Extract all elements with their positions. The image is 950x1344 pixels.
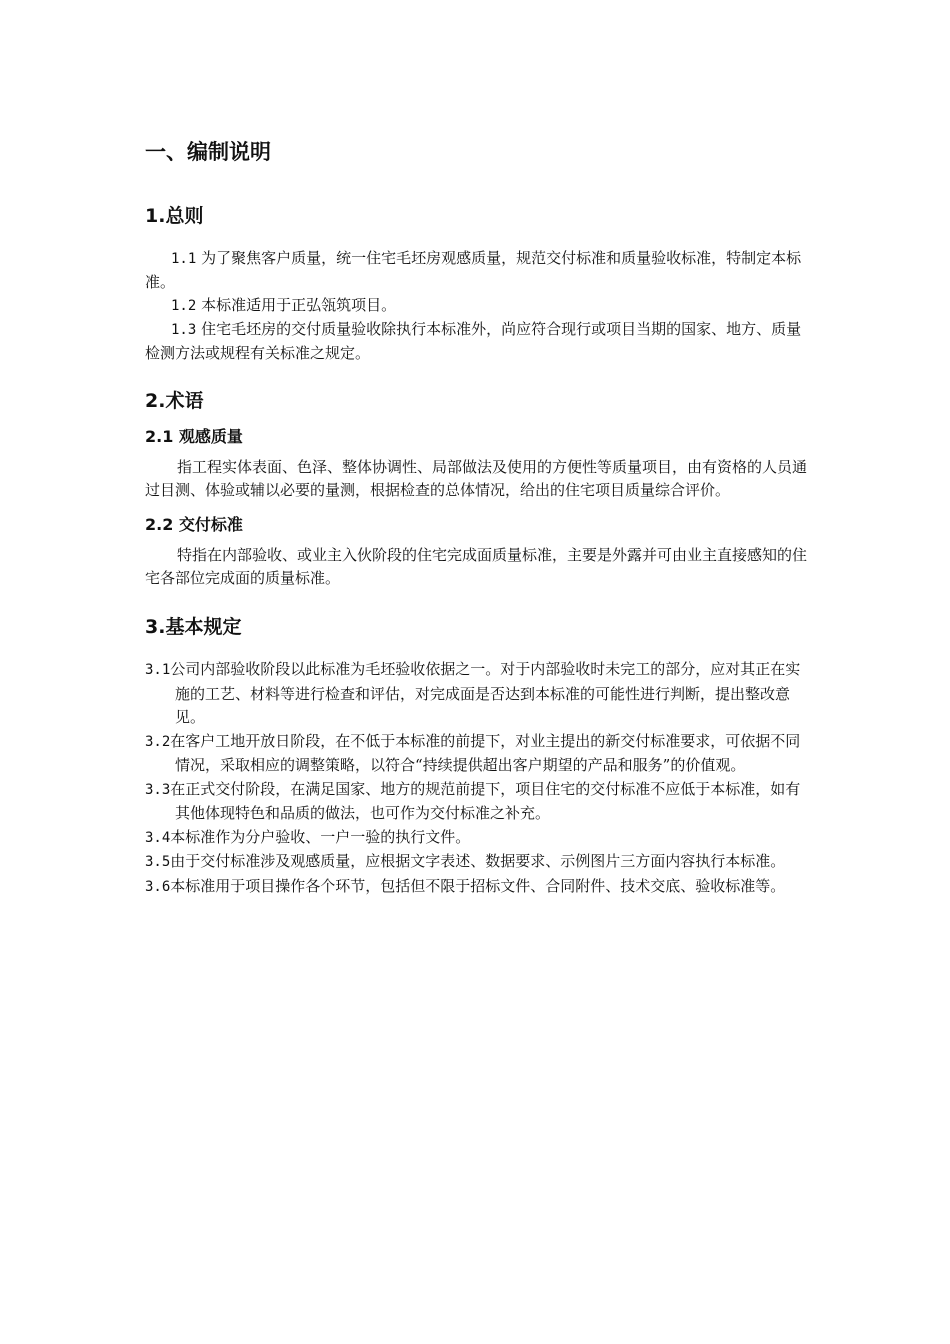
- term-2-1-text: 指工程实体表面、色泽、整体协调性、局部做法及使用的方便性等质量项目，由有资格的人员通过目测、体验或辅以必要的量测，根据检查的总体情况，给出的住宅项目质量综合评价。: [145, 458, 808, 499]
- section-1-heading: 1.总则: [145, 205, 204, 227]
- clause-text: 住宅毛坯房的交付质量验收除执行本标准外，尚应符合现行或项目当期的国家、地方、质量检测方法或规程有关标准之规定。: [145, 320, 802, 362]
- spacer: [145, 502, 807, 512]
- rule-number: 3.4: [145, 829, 171, 846]
- spacer: [145, 168, 807, 201]
- clause-text: 为了聚焦客户质量，统一住宅毛坯房观感质量，规范交付标准和质量验收标准，特制定本标准。: [145, 249, 802, 291]
- section-3-heading: 3.基本规定: [145, 616, 242, 638]
- rule-3-5: [145, 850, 807, 875]
- rule-text: 本标准作为分户验收、一户一验的执行文件。: [170, 827, 471, 846]
- section-2-heading: 2.术语: [145, 390, 204, 412]
- rule-text: 由于交付标准涉及观感质量，应根据文字表述、数据要求、示例图片三方面内容执行本标准。: [170, 852, 786, 870]
- rule-number: 3.6: [145, 878, 171, 895]
- clause-1-2: [145, 294, 807, 318]
- rule-text: 公司内部验收阶段以此标准为毛坯验收依据之一。对于内部验收时未完工的部分，应对其正在实施的工艺、材料等进行检查和评估，对完成面是否达到本标准的可能性进行判断，提出整改意见。: [170, 660, 801, 726]
- spacer: [145, 231, 807, 247]
- rule-number: 3.2: [145, 733, 171, 750]
- rule-text: 在正式交付阶段，在满足国家、地方的规范前提下，项目住宅的交付标准不应低于本标准，如有其他体现特色和品质的做法，也可作为交付标准之补充。: [170, 779, 801, 822]
- rule-3-2: [145, 730, 807, 778]
- rule-3-4: [145, 826, 807, 851]
- rule-3-1: [145, 658, 807, 730]
- clause-1-3: [145, 318, 807, 365]
- clause-number: 1.3: [171, 322, 197, 338]
- term-2-2-text: 特指在内部验收、或业主入伙阶段的住宅完成面质量标准，主要是外露并可由业主直接感知的住宅各部位完成面的质量标准。: [145, 546, 808, 587]
- term-2-1-heading: 2.1 观感质量: [145, 427, 243, 446]
- rule-text: 本标准用于项目操作各个环节，包括但不限于招标文件、合同附件、技术交底、验收标准等。: [170, 876, 786, 895]
- clause-number: 1.1: [171, 251, 197, 267]
- term-2-2-heading: 2.2 交付标准: [145, 515, 243, 534]
- spacer: [145, 416, 807, 424]
- rule-number: 3.3: [145, 781, 171, 798]
- spacer: [145, 590, 807, 612]
- clause-number: 1.2: [171, 298, 197, 314]
- clause-text: 本标准适用于正弘瓴筑项目。: [201, 296, 397, 314]
- clause-1-1: [145, 247, 807, 294]
- document-title: 一、编制说明: [145, 140, 271, 164]
- rule-number: 3.5: [145, 854, 171, 870]
- spacer: [145, 365, 807, 386]
- spacer: [145, 642, 807, 658]
- rule-3-6: [145, 875, 807, 900]
- rule-number: 3.1: [145, 662, 171, 678]
- rule-3-3: [145, 778, 807, 826]
- document-page: [145, 136, 807, 899]
- rule-text: 在客户工地开放日阶段，在不低于本标准的前提下，对业主提出的新交付标准要求，可依据不同情况，采取相应的调整策略，以符合“持续提供超出客户期望的产品和服务”的价值观。: [170, 731, 801, 774]
